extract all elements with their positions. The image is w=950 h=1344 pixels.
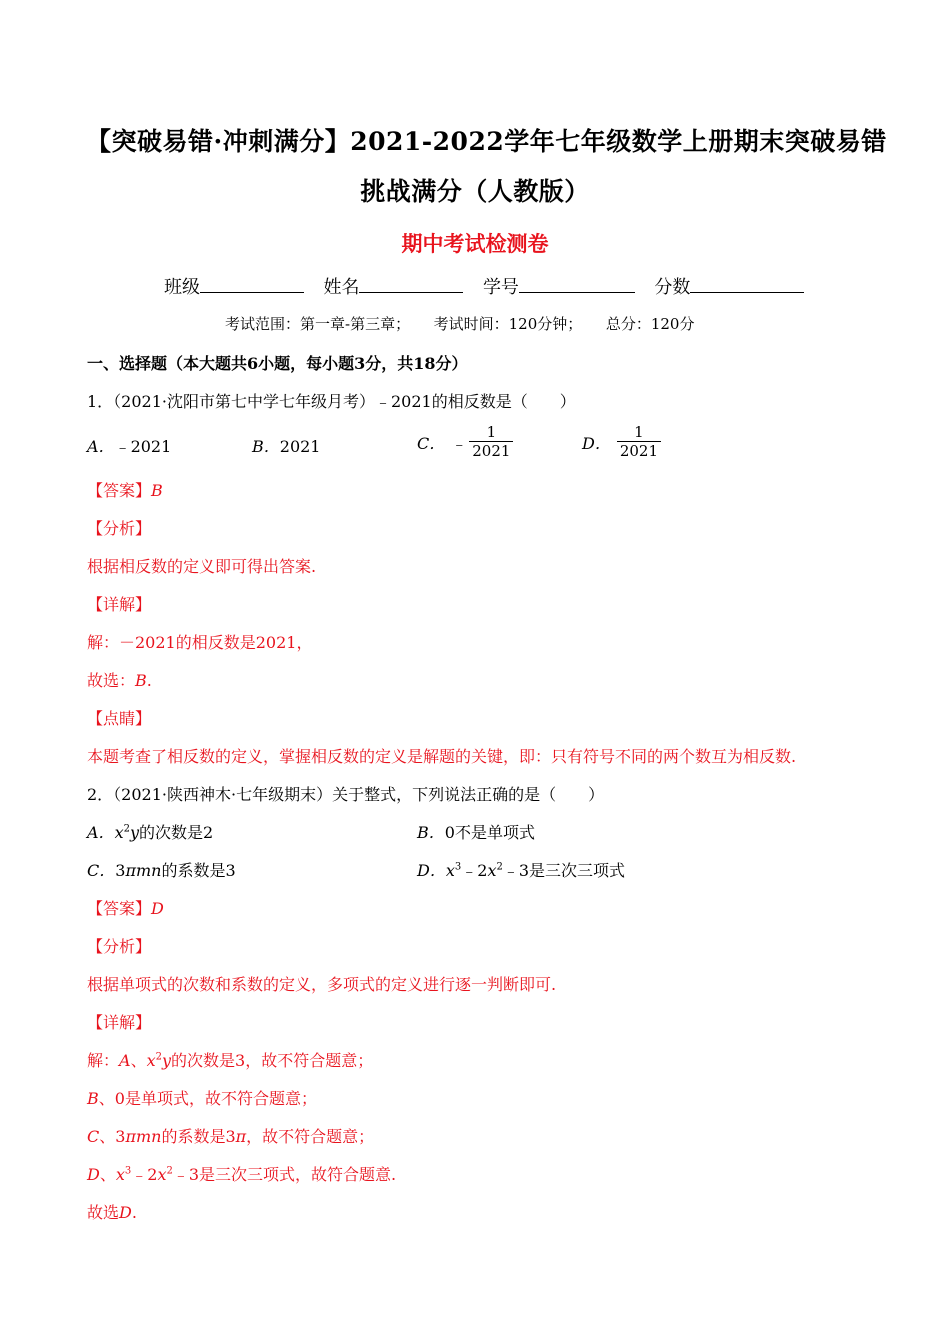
q1-option-c-denominator: 2021 <box>469 441 513 460</box>
q2-detail-line1: 解：A、$x^2y$的次数是3，故不符合题意； <box>87 1051 374 1070</box>
q2-option-c: C．3πmn的系数是3 <box>87 861 236 880</box>
q2-answer: 【答案】D <box>87 899 164 918</box>
q1-answer <box>87 478 163 501</box>
document-title-line1: 【突破易错·冲刺满分】2021-2022学年七年级数学上册期末突破易错 <box>86 127 887 156</box>
q2-option-a: A．$x^2y$的次数是2 <box>87 823 214 842</box>
number-blank[interactable] <box>519 274 635 293</box>
q1-option-c <box>417 424 513 460</box>
q2-detail-line3: C、3πmn的系数是3π，故不符合题意； <box>87 1127 375 1146</box>
score-label: 分数 <box>654 277 691 298</box>
q1-option-d-numerator: 1 <box>634 423 644 441</box>
q1-option-c-sign: ﹣ <box>451 433 468 453</box>
q2-detail-line5: 故选D. <box>87 1203 137 1222</box>
exam-range: 考试范围：第一章-第三章； <box>225 315 411 333</box>
q1-option-a-label: A． <box>87 437 115 456</box>
class-label: 班级 <box>164 277 200 298</box>
q1-comment: 本题考查了相反数的定义，掌握相反数的定义是解题的关键，即：只有符号不同的两个数互为相反数. <box>87 747 797 766</box>
exam-total: 总分：120分 <box>605 315 695 333</box>
q1-analysis: 根据相反数的定义即可得出答案. <box>87 557 317 576</box>
name-label: 姓名 <box>323 277 360 298</box>
name-blank[interactable] <box>359 274 463 293</box>
q1-detail-line1: 解：－2021的相反数是2021， <box>87 633 313 652</box>
q1-answer-tag: 【答案】 <box>87 481 152 500</box>
q2-stem: 2．（2021·陕西神木·七年级期末）关于整式，下列说法正确的是（ ） <box>87 785 605 804</box>
class-blank[interactable] <box>200 274 304 293</box>
q1-option-a <box>87 434 171 457</box>
q1-detail-tag: 【详解】 <box>87 595 152 614</box>
student-info-row <box>164 273 804 299</box>
q2-option-d: D．$x^3﹣2x^2﹣3$是三次三项式 <box>417 861 626 880</box>
document-title-line2: 挑战满分（人教版） <box>360 177 590 206</box>
q2-detail-tag: 【详解】 <box>87 1013 152 1032</box>
q2-detail-line2: B、0是单项式，故不符合题意； <box>87 1089 317 1108</box>
exam-subtitle: 期中考试检测卷 <box>401 231 549 256</box>
q1-option-b-text: 2021 <box>279 437 321 456</box>
q1-option-b <box>252 434 320 457</box>
q1-option-b-label: B． <box>252 437 280 456</box>
q1-detail-line2: 故选：B. <box>87 671 152 690</box>
q1-option-d <box>582 424 661 460</box>
q1-stem: 1．（2021·沈阳市第七中学七年级月考）﹣2021的相反数是（ ） <box>87 392 576 411</box>
q1-option-d-fraction <box>617 424 661 460</box>
q2-analysis: 根据单项式的次数和系数的定义，多项式的定义进行逐一判断即可. <box>87 975 557 994</box>
q1-option-c-fraction <box>469 424 513 460</box>
q1-comment-tag: 【点睛】 <box>87 709 152 728</box>
section-heading: 一、选择题（本大题共6小题，每小题3分，共18分） <box>87 354 468 373</box>
q1-option-a-text: ﹣2021 <box>114 437 172 456</box>
q1-option-c-label: C． <box>417 433 446 453</box>
number-label: 学号 <box>482 277 519 298</box>
q1-answer-value: B <box>151 481 163 500</box>
score-blank[interactable] <box>690 274 804 293</box>
exam-time: 考试时间：120分钟； <box>433 315 583 333</box>
q2-option-b: B．0不是单项式 <box>417 823 535 842</box>
q1-analysis-tag: 【分析】 <box>87 519 152 538</box>
exam-info-row <box>225 313 694 334</box>
q2-analysis-tag: 【分析】 <box>87 937 152 956</box>
q1-option-d-denominator: 2021 <box>617 441 661 460</box>
q1-option-c-numerator: 1 <box>486 423 497 441</box>
q2-detail-line4: D、$x^3﹣2x^2﹣3$是三次三项式，故符合题意. <box>87 1165 397 1184</box>
q1-option-d-label: D． <box>582 433 611 453</box>
